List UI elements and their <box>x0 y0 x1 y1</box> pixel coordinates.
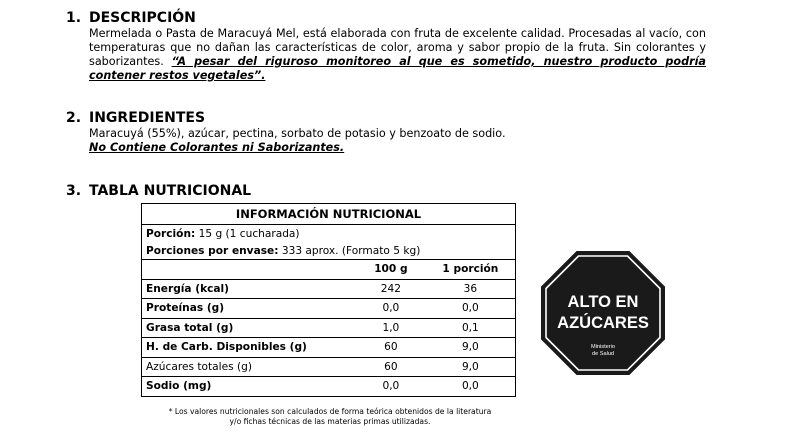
section-title: DESCRIPCIÓN <box>89 10 196 26</box>
nutrient-name: Grasa total (g) <box>142 318 357 338</box>
value-portion: 36 <box>426 279 516 299</box>
nutrition-table-title: INFORMACIÓN NUTRICIONAL <box>142 204 516 225</box>
description-emphasis: “A pesar del riguroso monitoreo al que es sometido, nuestro producto podría contener restos vegetales”. <box>89 55 706 82</box>
value-100g: 0,0 <box>382 380 400 393</box>
value-100g: 60 <box>356 357 426 377</box>
table-row <box>142 338 516 358</box>
nutrient-name: Proteínas (g) <box>142 299 357 319</box>
footnote-line: y/o fichas técnicas de las materias primas utilizadas. <box>229 417 431 426</box>
section-number: 1. <box>66 10 82 26</box>
footnote-line: * Los valores nutricionales son calculados de forma teórica obtenidos de la literatura <box>168 407 492 416</box>
portion-value: 15 g (1 cucharada) <box>195 227 300 240</box>
value-portion: 0,0 <box>426 299 516 319</box>
nutrition-table-title-row <box>142 204 516 225</box>
description-paragraph <box>89 27 706 83</box>
section-title: TABLA NUTRICIONAL <box>89 183 252 199</box>
ingredients-emphasis: No Contiene Colorantes ni Saborizantes. <box>89 141 345 154</box>
section-nutrition <box>66 183 706 200</box>
section-ingredients <box>66 110 706 155</box>
table-row <box>142 299 516 319</box>
column-header-nutrient <box>142 260 357 280</box>
portion-cell <box>142 225 516 243</box>
nutrient-name: Sodio (mg) <box>146 380 212 393</box>
section-title: INGREDIENTES <box>89 110 206 126</box>
nutrition-table <box>141 203 516 397</box>
column-header-portion: 1 porción <box>426 260 516 280</box>
seal-text-line1: ALTO EN <box>567 293 639 311</box>
servings-cell <box>142 242 516 260</box>
ingredients-paragraph <box>89 141 706 155</box>
section-heading <box>66 183 706 200</box>
section-heading <box>66 110 706 127</box>
section-number: 2. <box>66 110 82 126</box>
seal-text-line4: de Salud <box>591 351 615 357</box>
portion-label: Porción: <box>146 227 196 240</box>
high-sugar-warning-seal <box>540 250 666 376</box>
section-description <box>66 10 706 83</box>
value-100g: 0,0 <box>356 299 426 319</box>
nutrient-name: Azúcares totales (g) <box>142 357 357 377</box>
value-portion: 0,0 <box>461 380 479 393</box>
section-heading <box>66 10 706 27</box>
value-portion: 9,0 <box>426 338 516 358</box>
table-row <box>142 357 516 377</box>
value-100g: 242 <box>356 279 426 299</box>
table-row <box>142 377 516 397</box>
value-100g: 60 <box>356 338 426 358</box>
nutrient-name: Energía (kcal) <box>142 279 357 299</box>
value-portion: 9,0 <box>426 357 516 377</box>
nutrient-name: H. de Carb. Disponibles (g) <box>142 338 357 358</box>
description-text: Mermelada o Pasta de Maracuyá Mel, está elaborada con fruta de excelente calidad. Procesadas al vacío, con temperaturas que no dañan las características de color, aroma y sabor propio de la fruta. Sin colorantes y saborizantes. <box>89 27 706 68</box>
value-100g: 1,0 <box>356 318 426 338</box>
servings-row <box>142 242 516 260</box>
value-portion: 0,1 <box>426 318 516 338</box>
section-number: 3. <box>66 183 82 199</box>
seal-text-line3: Ministerio <box>591 344 615 350</box>
table-row <box>142 318 516 338</box>
table-row <box>142 279 516 299</box>
seal-text-line2: AZÚCARES <box>557 314 649 332</box>
column-header-100g: 100 g <box>356 260 426 280</box>
servings-label: Porciones por envase: <box>146 244 279 257</box>
column-header-row <box>142 260 516 280</box>
servings-value: 333 aprox. (Formato 5 kg) <box>278 244 421 257</box>
portion-row <box>142 225 516 243</box>
nutrition-footnote <box>132 407 528 427</box>
ingredients-text: Maracuyá (55%), azúcar, pectina, sorbato de potasio y benzoato de sodio. <box>89 127 506 140</box>
